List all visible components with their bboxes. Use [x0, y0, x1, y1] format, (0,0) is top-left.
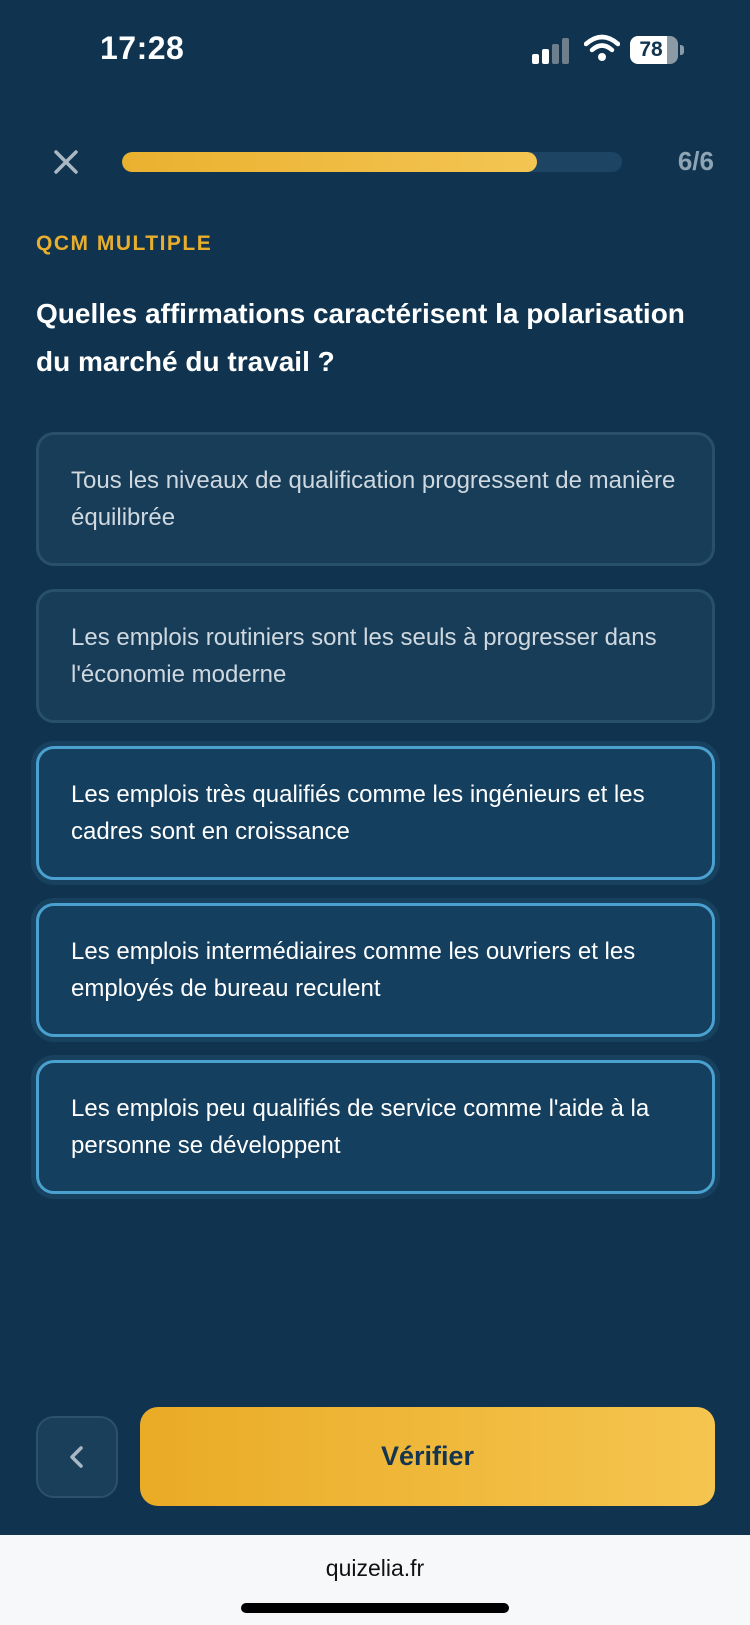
url-text[interactable]: quizelia.fr: [325, 1555, 425, 1581]
battery-indicator: [630, 36, 684, 64]
answer-option-text: Les emplois routiniers sont les seuls à progresser dans l'économie moderne: [71, 624, 657, 688]
progress-bar: [122, 152, 622, 172]
answer-option[interactable]: [36, 589, 715, 723]
progress-fill: [122, 152, 537, 172]
close-icon: [53, 149, 79, 175]
answer-option[interactable]: [36, 432, 715, 566]
answer-option-text: Les emplois très qualifiés comme les ingénieurs et les cadres sont en croissance: [71, 781, 645, 845]
progress-count: 6/6: [677, 146, 714, 176]
status-bar: [0, 0, 750, 100]
verify-button[interactable]: Vérifier: [140, 1407, 715, 1506]
back-button[interactable]: [36, 1416, 118, 1498]
question-title: Quelles affirmations caractérisent la polarisation du marché du travail ?: [36, 298, 685, 377]
answer-option[interactable]: [36, 746, 715, 880]
answer-options: [36, 432, 715, 1217]
answer-option-text: Les emplois peu qualifiés de service comme l'aide à la personne se développent: [71, 1095, 650, 1159]
chevron-left-icon: [67, 1444, 87, 1470]
answer-option-text: Les emplois intermédiaires comme les ouvriers et les employés de bureau reculent: [71, 938, 636, 1002]
quiz-header: [0, 140, 750, 184]
question-type-label: QCM MULTIPLE: [36, 232, 213, 255]
answer-option-text: Tous les niveaux de qualification progressent de manière équilibrée: [71, 467, 676, 531]
browser-address-bar: [0, 1535, 750, 1625]
answer-option[interactable]: [36, 1060, 715, 1194]
answer-option[interactable]: [36, 903, 715, 1037]
status-time: 17:28: [100, 30, 185, 66]
wifi-icon: [584, 34, 620, 62]
home-indicator[interactable]: [241, 1603, 509, 1613]
cellular-signal-icon: [532, 38, 572, 64]
battery-percent: 78: [639, 38, 663, 61]
close-button[interactable]: [46, 144, 86, 180]
